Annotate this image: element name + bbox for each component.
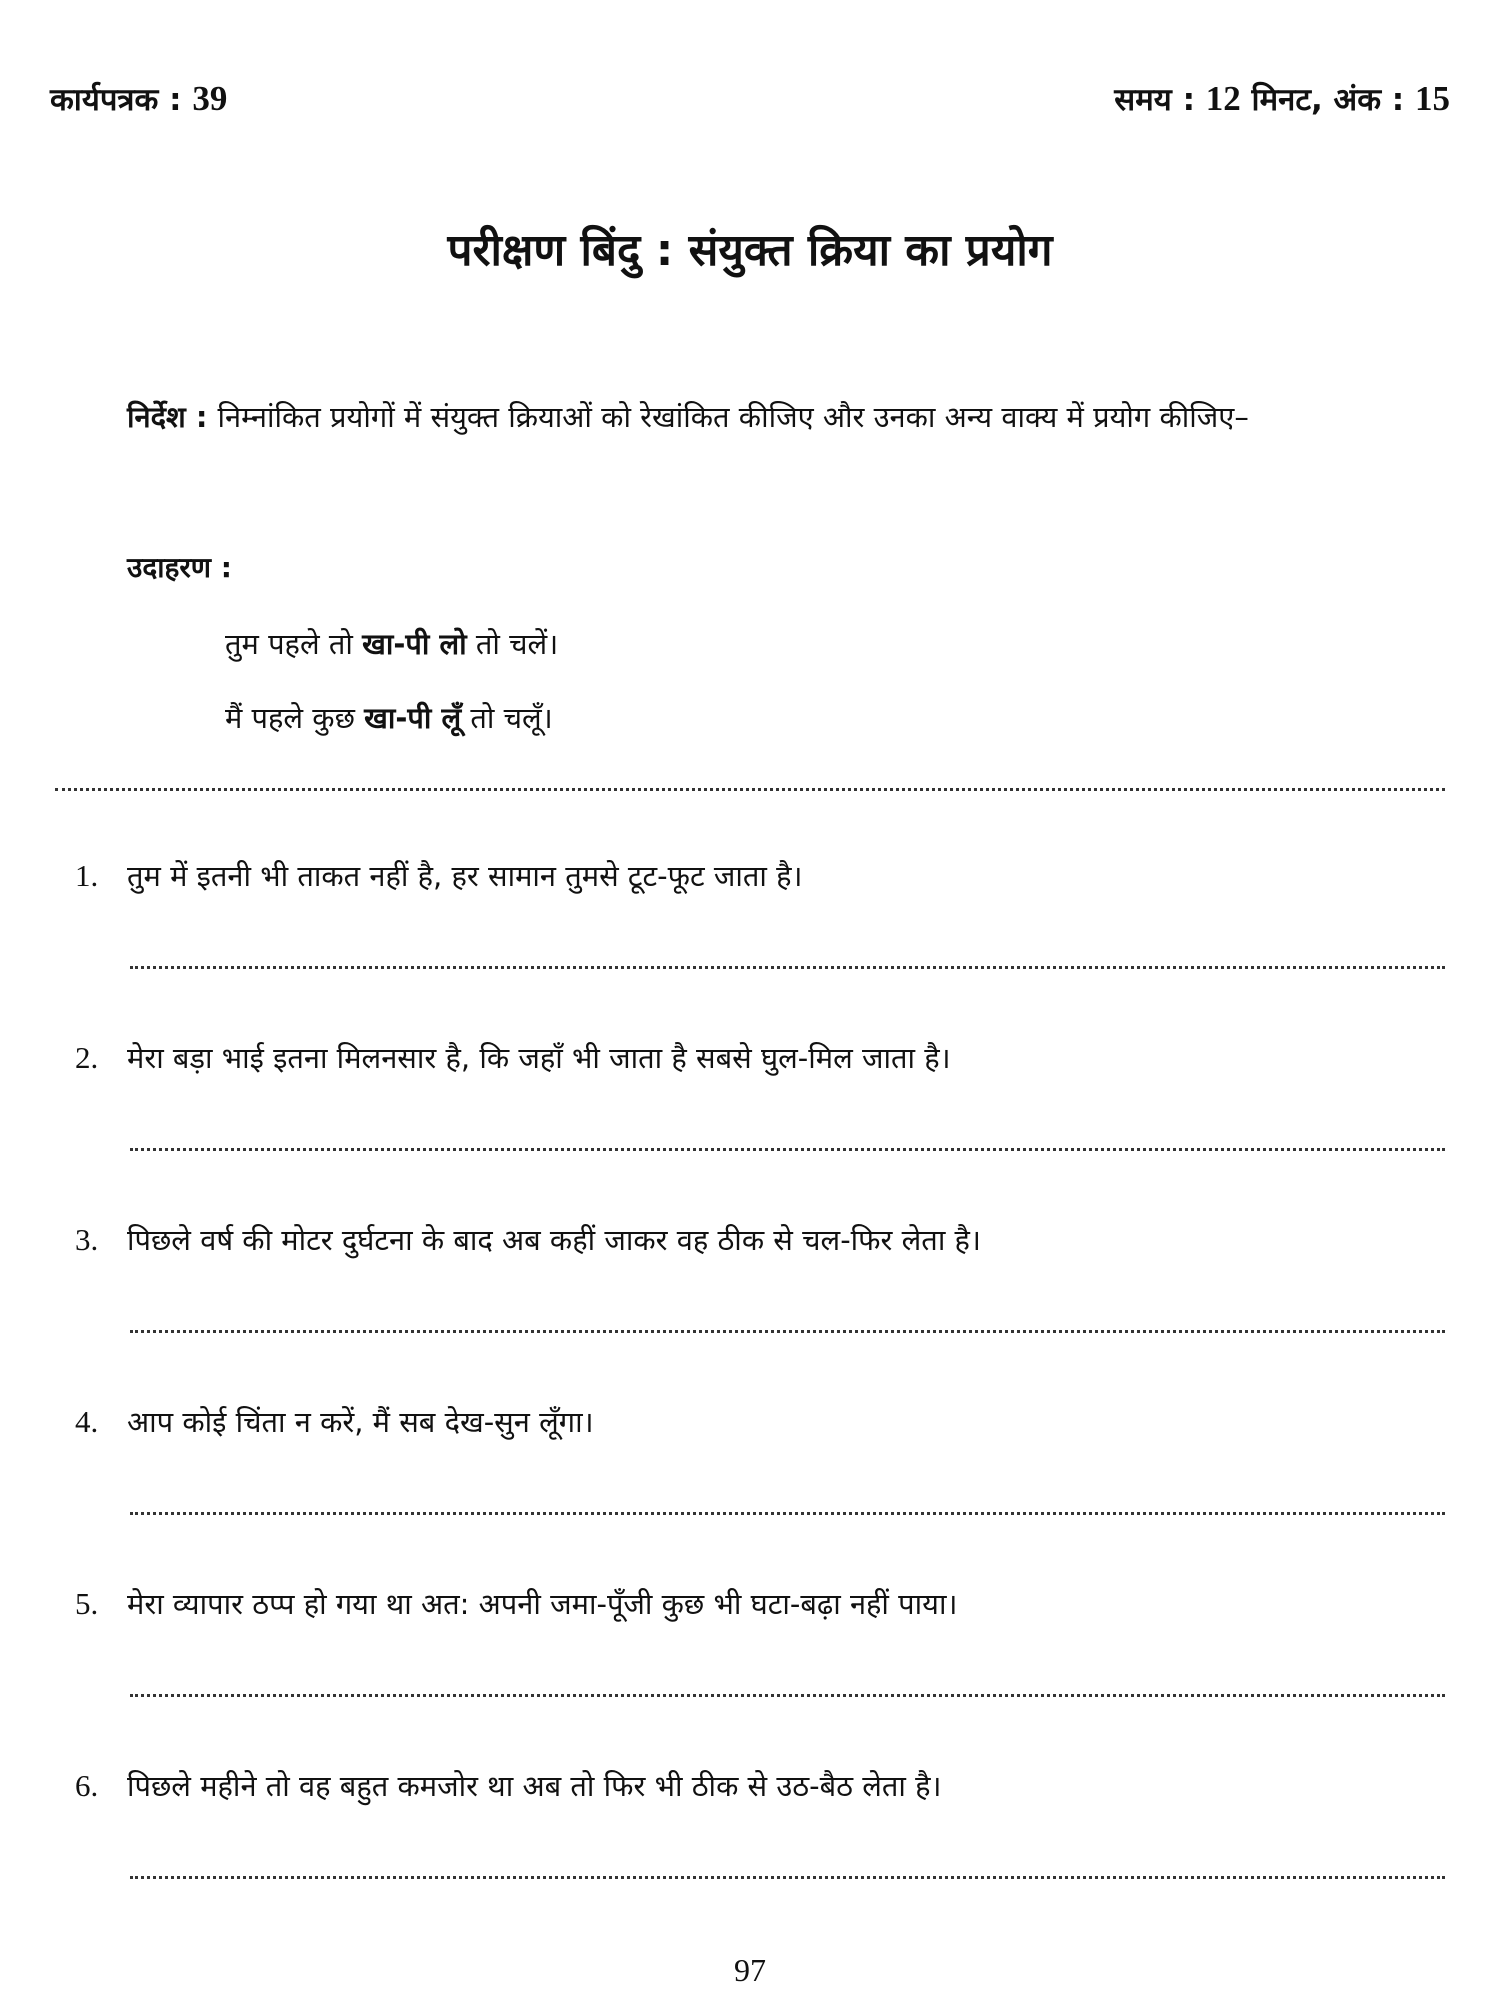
answer-line-6[interactable] (130, 1876, 1445, 1879)
instruction (127, 388, 1500, 446)
question-number: 2. (75, 1040, 99, 1075)
time-marks (1114, 78, 1450, 120)
example-line (225, 624, 558, 663)
example-after: तो चलें। (466, 627, 559, 661)
answer-line-3[interactable] (130, 1330, 1445, 1333)
page-title: परीक्षण बिंदु : संयुक्त क्रिया का प्रयोग (447, 225, 1053, 276)
worksheet-label-text: कार्यपत्रक : (50, 82, 193, 118)
example-line (225, 698, 553, 737)
instruction-text: निम्नांकित प्रयोगों में संयुक्त क्रियाओं को रेखांकित कीजिए और उनका अन्य वाक्य में प्रयोग कीजिए– (217, 400, 1249, 434)
example-after: तो चलूँ। (461, 701, 553, 735)
question-number: 1. (75, 858, 99, 893)
example-heading: उदाहरण : (127, 551, 232, 584)
section-divider (55, 788, 1445, 791)
question-2 (75, 1038, 951, 1077)
answer-line-5[interactable] (130, 1694, 1445, 1697)
example-before: मैं पहले कुछ (225, 701, 365, 735)
question-text: आप कोई चिंता न करें, मैं सब देख-सुन लूँगा। (127, 1405, 594, 1439)
question-4 (75, 1402, 594, 1441)
question-text: तुम में इतनी भी ताकत नहीं है, हर सामान तुमसे टूट-फूट जाता है। (127, 859, 803, 893)
question-number: 4. (75, 1404, 99, 1439)
page-number: 97 (734, 1952, 766, 1988)
question-3 (75, 1220, 981, 1259)
question-1 (75, 856, 803, 895)
question-6 (75, 1766, 942, 1805)
question-text: पिछले वर्ष की मोटर दुर्घटना के बाद अब कहीं जाकर वह ठीक से चल-फिर लेता है। (127, 1223, 981, 1257)
question-5 (75, 1584, 957, 1623)
question-text: मेरा बड़ा भाई इतना मिलनसार है, कि जहाँ भी जाता है सबसे घुल-मिल जाता है। (127, 1041, 951, 1075)
question-number: 6. (75, 1768, 99, 1803)
answer-line-1[interactable] (130, 966, 1445, 969)
example-compound-verb: खा-पी लूँ (364, 701, 462, 735)
example-compound-verb: खा-पी लो (362, 627, 467, 661)
question-text: पिछले महीने तो वह बहुत कमजोर था अब तो फिर भी ठीक से उठ-बैठ लेता है। (127, 1769, 942, 1803)
worksheet-label (50, 78, 227, 120)
time-label: समय : (1114, 82, 1206, 118)
answer-line-4[interactable] (130, 1512, 1445, 1515)
question-number: 3. (75, 1222, 99, 1257)
worksheet-number: 39 (192, 79, 228, 118)
time-unit-marks-label: मिनट, अंक : (1240, 82, 1415, 118)
time-value: 12 (1205, 79, 1241, 118)
question-number: 5. (75, 1586, 99, 1621)
instruction-label: निर्देश : (127, 400, 218, 434)
marks-value: 15 (1415, 79, 1450, 118)
example-before: तुम पहले तो (225, 627, 363, 661)
question-text: मेरा व्यापार ठप्प हो गया था अत: अपनी जमा-पूँजी कुछ भी घटा-बढ़ा नहीं पाया। (127, 1587, 958, 1621)
answer-line-2[interactable] (130, 1148, 1445, 1151)
